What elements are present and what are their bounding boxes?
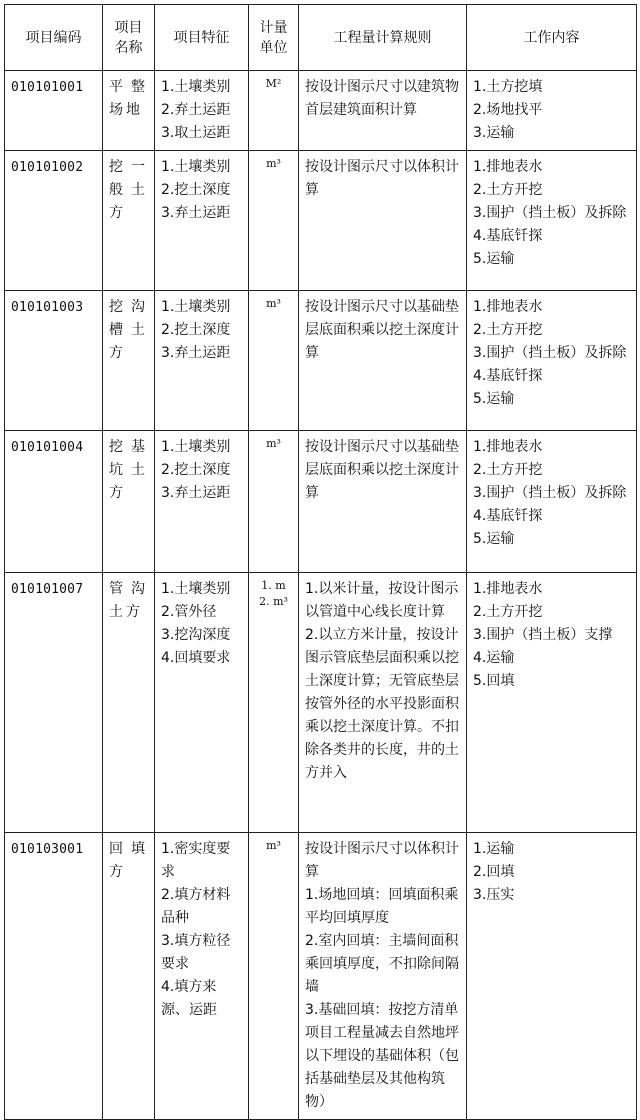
work-line: 2.土方开挖	[473, 462, 543, 478]
work-content-cell	[467, 291, 637, 431]
item-features-cell	[155, 431, 249, 573]
work-content-cell	[467, 431, 637, 573]
work-line: 4.基底钎探	[473, 368, 543, 384]
item-name-cell: 平整场地	[103, 71, 155, 151]
header-item-name	[103, 5, 155, 71]
rule-line: 2.以立方米计量，按设计图示管底垫层面积乘以挖土深度计算；无管底垫层按管外径的水平投影面积乘以挖土深度计算。不扣除各类井的长度，井的土方并入	[305, 627, 459, 781]
unit-cell	[249, 431, 299, 573]
work-line: 2.场地找平	[473, 102, 543, 118]
work-content-cell	[467, 833, 637, 1120]
feature-line: 3.弃土运距	[161, 205, 231, 221]
work-line: 3.运输	[473, 125, 515, 141]
calculation-rule-cell	[299, 833, 467, 1120]
work-line: 3.围护（挡土板）及拆除	[473, 485, 627, 501]
item-code-cell: 010101003	[5, 291, 103, 431]
rule-line: 按设计图示尺寸以体积计算	[305, 841, 459, 880]
work-line: 1.排地表水	[473, 299, 543, 315]
work-line: 2.土方开挖	[473, 322, 543, 338]
item-features-cell	[155, 71, 249, 151]
feature-line: 3.挖沟深度	[161, 627, 231, 643]
earthwork-quota-table	[4, 4, 637, 1120]
header-item-code: 项目编码	[5, 5, 103, 71]
item-code-cell: 010103001	[5, 833, 103, 1120]
work-line: 2.土方开挖	[473, 604, 543, 620]
calculation-rule-cell	[299, 151, 467, 291]
item-code-cell: 010101001	[5, 71, 103, 151]
work-line: 3.压实	[473, 887, 515, 903]
work-line: 4.运输	[473, 650, 515, 666]
item-features-cell	[155, 833, 249, 1120]
rule-line: 按设计图示尺寸以基础垫层底面积乘以挖土深度计算	[305, 299, 459, 361]
header-unit	[249, 5, 299, 71]
unit-line: m³	[266, 839, 281, 852]
feature-line: 2.管外径	[161, 604, 217, 620]
table-row	[5, 291, 637, 431]
unit-line: m³	[266, 157, 281, 170]
rule-line: 3.基础回填：按挖方清单项目工程量减去自然地坪以下埋设的基础体积（包括基础垫层及其他构筑物）	[305, 1002, 459, 1110]
header-item-features: 项目特征	[155, 5, 249, 71]
feature-line: 4.填方来源、运距	[161, 979, 217, 1018]
header-item-name-line2: 名称	[114, 39, 143, 56]
header-unit-line2: 单位	[259, 39, 288, 56]
calculation-rule-cell	[299, 291, 467, 431]
item-name-cell: 回填方	[103, 833, 155, 1120]
table-row	[5, 431, 637, 573]
rule-line: 1.场地回填：回填面积乘平均回填厚度	[305, 887, 459, 926]
table-row	[5, 833, 637, 1120]
item-features-cell	[155, 151, 249, 291]
unit-cell	[249, 71, 299, 151]
item-code-cell: 010101002	[5, 151, 103, 291]
work-line: 5.运输	[473, 531, 515, 547]
header-unit-line1: 计量	[259, 19, 288, 36]
work-line: 5.运输	[473, 251, 515, 267]
work-line: 1.运输	[473, 841, 515, 857]
header-calculation-rule: 工程量计算规则	[299, 5, 467, 71]
unit-cell	[249, 151, 299, 291]
feature-line: 1.土壤类别	[161, 159, 231, 175]
unit-cell	[249, 573, 299, 833]
work-line: 3.围护（挡土板）支撑	[473, 627, 613, 643]
unit-line: 2. m³	[259, 595, 288, 608]
work-line: 1.排地表水	[473, 439, 543, 455]
unit-cell	[249, 291, 299, 431]
work-line: 4.基底钎探	[473, 508, 543, 524]
item-name-cell: 挖沟槽土方	[103, 291, 155, 431]
rule-line: 按设计图示尺寸以体积计算	[305, 159, 459, 198]
calculation-rule-cell	[299, 573, 467, 833]
feature-line: 3.填方粒径要求	[161, 933, 231, 972]
feature-line: 1.土壤类别	[161, 581, 231, 597]
item-name-cell: 管沟土方	[103, 573, 155, 833]
table-row	[5, 71, 637, 151]
rule-line: 按设计图示尺寸以基础垫层底面积乘以挖土深度计算	[305, 439, 459, 501]
work-line: 3.围护（挡土板）及拆除	[473, 205, 627, 221]
table-header-row	[5, 5, 637, 71]
work-content-cell	[467, 71, 637, 151]
work-line: 5.运输	[473, 391, 515, 407]
feature-line: 1.土壤类别	[161, 79, 231, 95]
item-code-cell: 010101004	[5, 431, 103, 573]
feature-line: 3.弃土运距	[161, 345, 231, 361]
calculation-rule-cell	[299, 431, 467, 573]
feature-line: 2.填方材料品种	[161, 887, 231, 926]
table-body	[5, 71, 637, 1120]
work-line: 1.土方挖填	[473, 79, 543, 95]
work-content-cell	[467, 151, 637, 291]
work-line: 3.围护（挡土板）及拆除	[473, 345, 627, 361]
feature-line: 2.挖土深度	[161, 322, 231, 338]
feature-line: 2.弃土运距	[161, 102, 231, 118]
item-code-cell: 010101007	[5, 573, 103, 833]
feature-line: 4.回填要求	[161, 650, 231, 666]
item-name-cell: 挖一般土方	[103, 151, 155, 291]
rule-line: 1.以米计量，按设计图示以管道中心线长度计算	[305, 581, 459, 620]
feature-line: 2.挖土深度	[161, 462, 231, 478]
feature-line: 2.挖土深度	[161, 182, 231, 198]
work-line: 1.排地表水	[473, 581, 543, 597]
work-line: 4.基底钎探	[473, 228, 543, 244]
rule-line: 2.室内回填：主墙间面积乘回填厚度，不扣除间隔墙	[305, 933, 459, 995]
rule-line: 按设计图示尺寸以建筑物首层建筑面积计算	[305, 79, 459, 118]
work-line: 1.排地表水	[473, 159, 543, 175]
header-item-name-line1: 项目	[114, 19, 143, 36]
unit-line: m³	[266, 437, 281, 450]
feature-line: 3.取土运距	[161, 125, 231, 141]
feature-line: 1.密实度要求	[161, 841, 231, 880]
feature-line: 3.弃土运距	[161, 485, 231, 501]
unit-cell	[249, 833, 299, 1120]
work-content-cell	[467, 573, 637, 833]
header-work-content: 工作内容	[467, 5, 637, 71]
item-features-cell	[155, 573, 249, 833]
table-row	[5, 151, 637, 291]
work-line: 2.回填	[473, 864, 515, 880]
work-line: 5.回填	[473, 673, 515, 689]
table-row	[5, 573, 637, 833]
item-name-cell: 挖基坑土方	[103, 431, 155, 573]
item-features-cell	[155, 291, 249, 431]
unit-line: 1. m	[261, 579, 286, 592]
calculation-rule-cell	[299, 71, 467, 151]
feature-line: 1.土壤类别	[161, 439, 231, 455]
feature-line: 1.土壤类别	[161, 299, 231, 315]
work-line: 2.土方开挖	[473, 182, 543, 198]
unit-line: m³	[266, 297, 281, 310]
unit-line: M²	[265, 77, 282, 90]
